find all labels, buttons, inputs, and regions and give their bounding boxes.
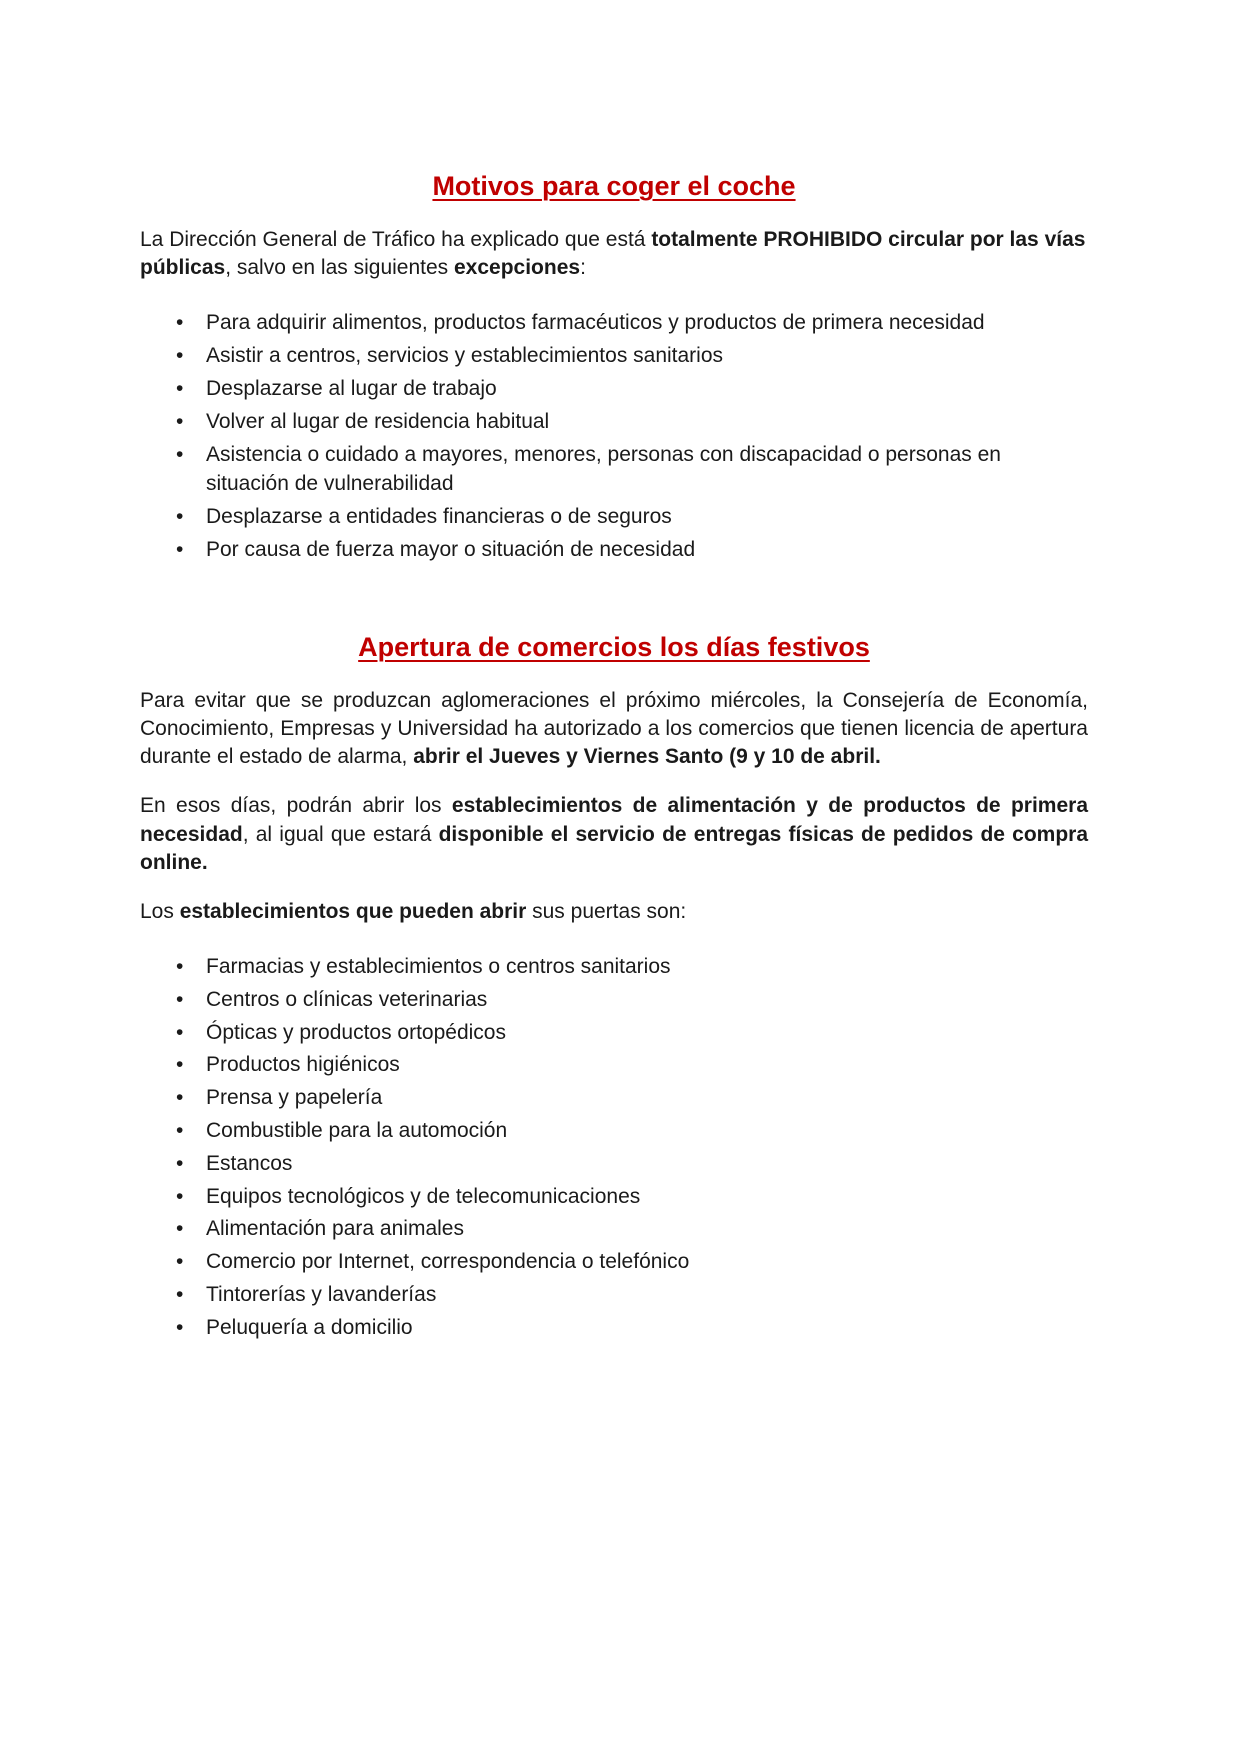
text-segment: , al igual que estará — [242, 822, 439, 846]
text-segment: excepciones — [454, 256, 581, 280]
list-item: • Estancos — [206, 1149, 1088, 1179]
list-item: • Tintorerías y lavanderías — [206, 1280, 1088, 1310]
text-segment: establecimientos que pueden abrir — [179, 899, 527, 923]
list-item: • Peluquería a domicilio — [206, 1313, 1088, 1343]
text-segment: , salvo en las siguientes — [225, 256, 454, 280]
section-heading-apertura: Apertura de comercios los días festivos — [358, 631, 870, 662]
list-item: • Farmacias y establecimientos o centros sanitarios — [206, 952, 1088, 982]
list-item: • Comercio por Internet, correspondencia o telefónico — [206, 1247, 1088, 1277]
text-segment: abrir el Jueves y Viernes Santo (9 y 10 de abril. — [413, 745, 881, 769]
section-heading-motivos: Motivos para coger el coche — [432, 171, 796, 201]
apertura-paragraph-2 — [140, 792, 1088, 876]
list-item: • Centros o clínicas veterinarias — [206, 985, 1088, 1015]
text-segment: sus puertas son: — [526, 899, 687, 923]
list-item: • Combustible para la automoción — [206, 1116, 1088, 1146]
list-item: • Productos higiénicos — [206, 1050, 1088, 1080]
text-segment: La Dirección General de Tráfico ha explicado que está — [140, 228, 652, 252]
intro-paragraph — [140, 226, 1088, 282]
list-item: • Ópticas y productos ortopédicos — [206, 1018, 1088, 1048]
apertura-paragraph-1 — [140, 687, 1088, 771]
text-segment: totalmente PROHIBIDO circular por las vías públicas — [140, 228, 1086, 280]
list-item: • Por causa de fuerza mayor o situación de necesidad — [206, 535, 1088, 565]
section-motivos — [140, 168, 1088, 565]
list-item: • Volver al lugar de residencia habitual — [206, 407, 1088, 437]
section-apertura — [140, 629, 1088, 1343]
list-item: • Para adquirir alimentos, productos farmacéuticos y productos de primera necesidad — [206, 308, 1088, 338]
list-item: • Asistir a centros, servicios y establecimientos sanitarios — [206, 341, 1088, 371]
list-item: • Desplazarse a entidades financieras o de seguros — [206, 502, 1088, 532]
list-item: • Equipos tecnológicos y de telecomunicaciones — [206, 1182, 1088, 1212]
exceptions-list — [140, 308, 1088, 565]
list-item: • Alimentación para animales — [206, 1214, 1088, 1244]
text-segment: Los — [140, 899, 180, 923]
text-segment: En esos días, podrán abrir los — [140, 794, 452, 818]
text-segment: disponible el servicio de entregas físicas de pedidos de compra online. — [140, 822, 1088, 874]
text-segment: Para evitar que se produzcan aglomeraciones el próximo miércoles, la Consejería de Economía, Conocimiento, Empresas y Universidad ha autorizado a los comercios que tienen licencia de apertura durante el estado de alarma, — [140, 689, 1088, 769]
apertura-paragraph-3 — [140, 898, 1088, 926]
text-segment: : — [580, 256, 586, 280]
open-establishments-list — [140, 952, 1088, 1343]
list-item: • Prensa y papelería — [206, 1083, 1088, 1113]
list-item: • Asistencia o cuidado a mayores, menores, personas con discapacidad o personas en situación de vulnerabilidad — [206, 440, 1088, 500]
text-segment: establecimientos de alimentación y de productos de primera necesidad — [140, 794, 1088, 846]
list-item: • Desplazarse al lugar de trabajo — [206, 374, 1088, 404]
